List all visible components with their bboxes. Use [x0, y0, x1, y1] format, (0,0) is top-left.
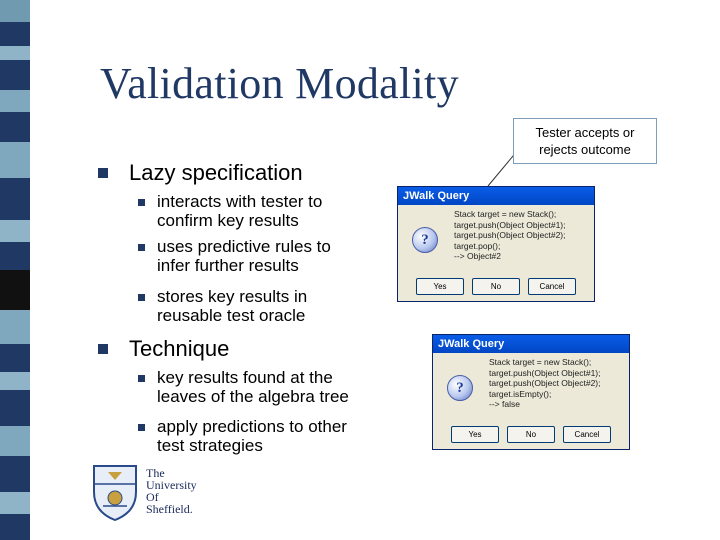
bullet-square-icon — [98, 344, 108, 354]
question-icon: ? — [412, 227, 438, 253]
university-logo-text: The University Of Sheffield. — [146, 466, 197, 516]
bullet-lazy-specification: Lazy specification — [129, 160, 303, 185]
jwalk-query-dialog — [397, 186, 595, 302]
cancel-button[interactable]: Cancel — [528, 278, 576, 295]
sub-bullet-text: interacts with tester to confirm key results — [157, 192, 323, 230]
sub-bullet-icon — [138, 199, 145, 206]
dialog-title: JWalk Query — [398, 187, 594, 205]
bullet-technique: Technique — [129, 336, 230, 361]
yes-button[interactable]: Yes — [416, 278, 464, 295]
dialog-title: JWalk Query — [433, 335, 629, 353]
yes-button[interactable]: Yes — [451, 426, 499, 443]
no-button[interactable]: No — [472, 278, 520, 295]
sub-bullet-icon — [138, 424, 145, 431]
no-button[interactable]: No — [507, 426, 555, 443]
dialog-message: Stack target = new Stack(); target.push(Object Object#1); target.push(Object Object#2); target.pop(); --> Object#2 — [454, 209, 566, 261]
callout-box: Tester accepts or rejects outcome — [513, 118, 657, 164]
decorative-stripes — [0, 0, 30, 540]
question-icon: ? — [447, 375, 473, 401]
sub-bullet-text: apply predictions to other test strategies — [157, 417, 347, 455]
sub-bullet-text: stores key results in reusable test oracle — [157, 287, 308, 325]
bullet-square-icon — [98, 168, 108, 178]
sub-bullet-text: uses predictive rules to infer further results — [157, 237, 331, 275]
jwalk-query-dialog — [432, 334, 630, 450]
dialog-message: Stack target = new Stack(); target.push(Object Object#1); target.push(Object Object#2); target.isEmpty(); --> false — [489, 357, 601, 409]
sub-bullet-icon — [138, 375, 145, 382]
sub-bullet-icon — [138, 294, 145, 301]
sub-bullet-icon — [138, 244, 145, 251]
slide-title: Validation Modality — [100, 59, 459, 108]
university-crest-icon — [88, 462, 142, 524]
cancel-button[interactable]: Cancel — [563, 426, 611, 443]
sub-bullet-text: key results found at the leaves of the algebra tree — [157, 368, 349, 406]
